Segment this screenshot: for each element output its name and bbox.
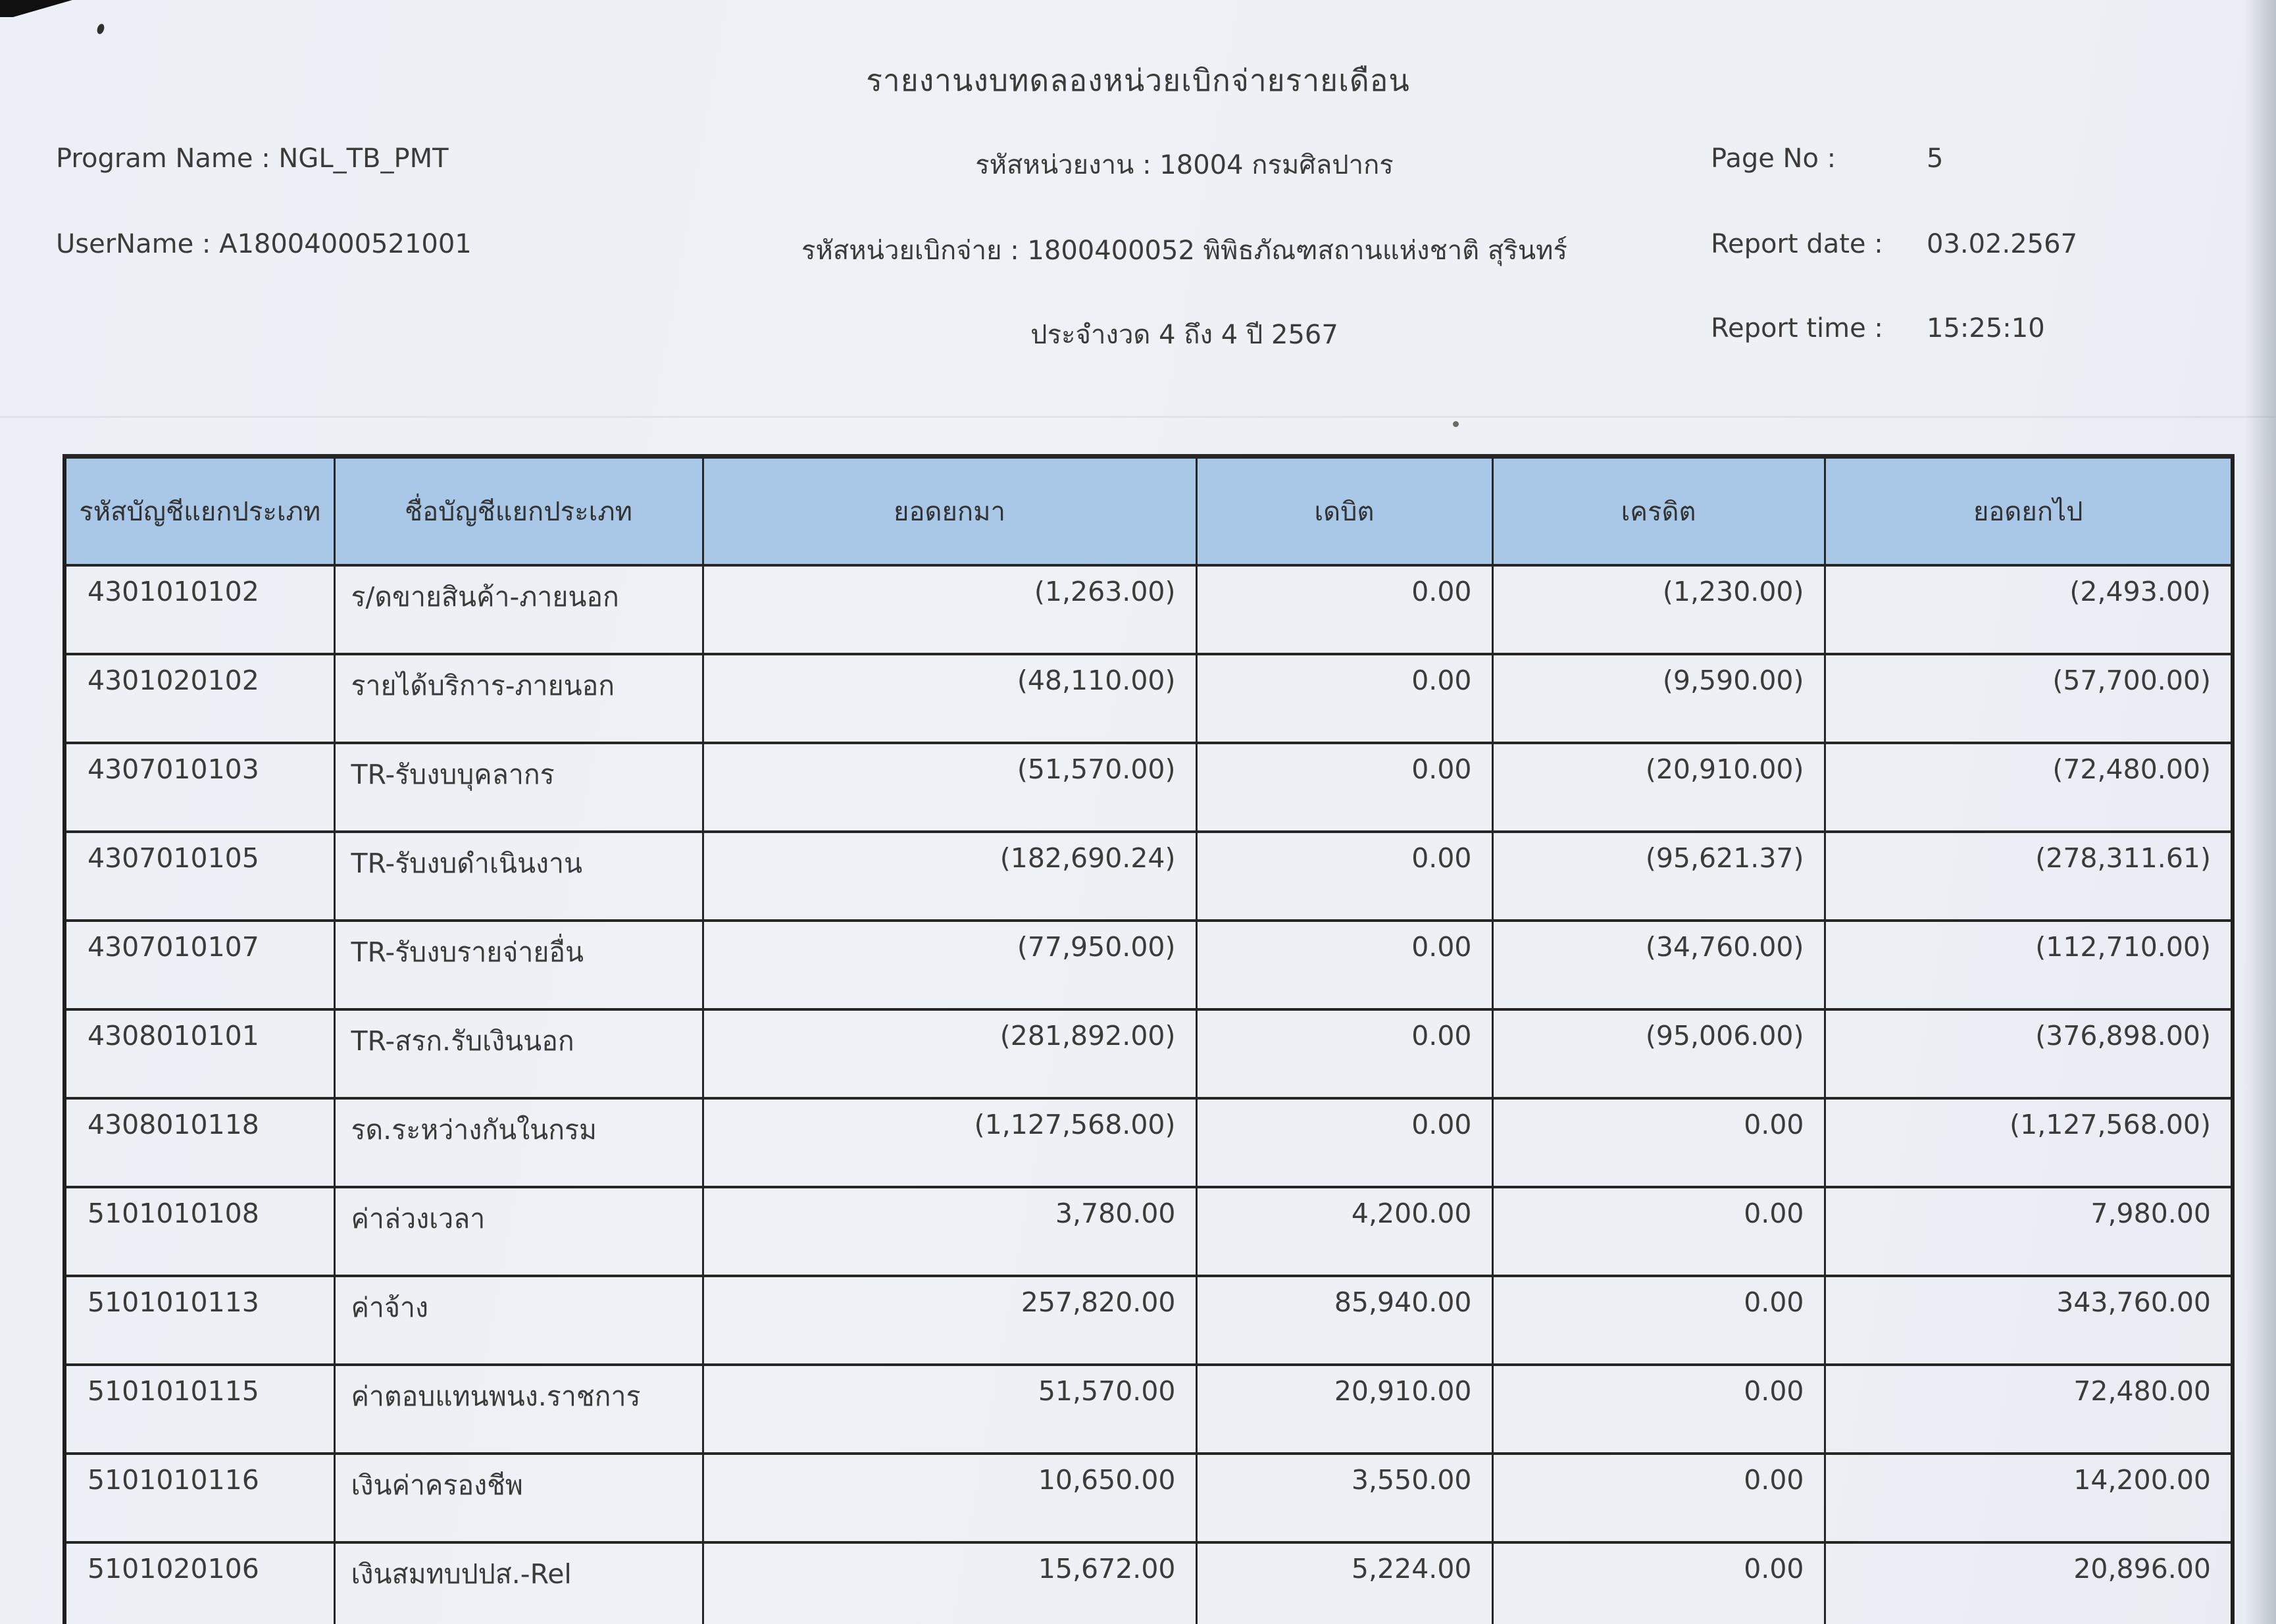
scan-speck xyxy=(96,23,105,35)
ending-balance: 72,480.00 xyxy=(1825,1365,2233,1454)
credit-amount: (1,230.00) xyxy=(1492,565,1825,654)
ending-balance: (72,480.00) xyxy=(1825,743,2233,832)
debit-amount: 20,910.00 xyxy=(1196,1365,1492,1454)
account-name: ค่าจ้าง xyxy=(334,1276,703,1365)
col-header-credit: เครดิต xyxy=(1492,457,1825,566)
ending-balance: 20,896.00 xyxy=(1825,1542,2233,1624)
account-name: TR-สรก.รับเงินนอก xyxy=(334,1009,703,1098)
account-code: 5101010108 xyxy=(64,1187,334,1276)
table-row xyxy=(64,921,2233,1009)
col-header-account-name: ชื่อบัญชีแยกประเภท xyxy=(334,457,703,566)
col-header-account-code: รหัสบัญชีแยกประเภท xyxy=(64,457,334,566)
credit-amount: (20,910.00) xyxy=(1492,743,1825,832)
account-name: รด.ระหว่างกันในกรม xyxy=(334,1098,703,1187)
beginning-balance: (77,950.00) xyxy=(703,921,1196,1009)
account-name: ค่าตอบแทนพนง.ราชการ xyxy=(334,1365,703,1454)
credit-amount: (9,590.00) xyxy=(1492,654,1825,743)
report-date-label: Report date : xyxy=(1711,229,1883,259)
account-code: 4308010101 xyxy=(64,1009,334,1098)
debit-amount: 0.00 xyxy=(1196,1098,1492,1187)
username-label: UserName : xyxy=(56,229,211,259)
ending-balance: (57,700.00) xyxy=(1825,654,2233,743)
scan-crease xyxy=(0,416,2276,418)
ending-balance: (278,311.61) xyxy=(1825,832,2233,921)
beginning-balance: (1,127,568.00) xyxy=(703,1098,1196,1187)
account-code: 5101010115 xyxy=(64,1365,334,1454)
beginning-balance: (51,570.00) xyxy=(703,743,1196,832)
agency-code-line: รหัสหน่วยงาน : 18004 กรมศิลปากร xyxy=(975,150,1394,180)
ending-balance: 7,980.00 xyxy=(1825,1187,2233,1276)
account-name: TR-รับงบรายจ่ายอื่น xyxy=(334,921,703,1009)
col-header-ending-balance: ยอดยกไป xyxy=(1825,457,2233,566)
ending-balance: (112,710.00) xyxy=(1825,921,2233,1009)
account-code: 4307010103 xyxy=(64,743,334,832)
table-row xyxy=(64,1542,2233,1624)
account-name: เงินสมทบปปส.-Rel xyxy=(334,1542,703,1624)
ending-balance: 14,200.00 xyxy=(1825,1454,2233,1542)
ending-balance: (376,898.00) xyxy=(1825,1009,2233,1098)
debit-amount: 0.00 xyxy=(1196,743,1492,832)
credit-amount: 0.00 xyxy=(1492,1542,1825,1624)
account-code: 4307010107 xyxy=(64,921,334,1009)
trial-balance-table xyxy=(63,454,2235,1624)
table-row xyxy=(64,1187,2233,1276)
beginning-balance: (1,263.00) xyxy=(703,565,1196,654)
debit-amount: 0.00 xyxy=(1196,1009,1492,1098)
page-no-value: 5 xyxy=(1927,143,1944,174)
table-row xyxy=(64,1365,2233,1454)
table-row xyxy=(64,565,2233,654)
table-row xyxy=(64,1098,2233,1187)
account-name: TR-รับงบบุคลากร xyxy=(334,743,703,832)
page-no-label: Page No : xyxy=(1711,143,1836,174)
table-row xyxy=(64,654,2233,743)
beginning-balance: (48,110.00) xyxy=(703,654,1196,743)
credit-amount: 0.00 xyxy=(1492,1276,1825,1365)
program-name-value: NGL_TB_PMT xyxy=(278,143,449,174)
debit-amount: 0.00 xyxy=(1196,565,1492,654)
col-header-debit: เดบิต xyxy=(1196,457,1492,566)
account-name: TR-รับงบดำเนินงาน xyxy=(334,832,703,921)
credit-amount: (34,760.00) xyxy=(1492,921,1825,1009)
account-code: 5101020106 xyxy=(64,1542,334,1624)
scan-speck xyxy=(1453,421,1459,427)
debit-amount: 0.00 xyxy=(1196,921,1492,1009)
debit-amount: 0.00 xyxy=(1196,832,1492,921)
col-header-beginning-balance: ยอดยกมา xyxy=(703,457,1196,566)
beginning-balance: 15,672.00 xyxy=(703,1542,1196,1624)
report-time-label: Report time : xyxy=(1711,313,1883,343)
debit-amount: 85,940.00 xyxy=(1196,1276,1492,1365)
report-title: รายงานงบทดลองหน่วยเบิกจ่ายรายเดือน xyxy=(866,63,1410,98)
credit-amount: (95,621.37) xyxy=(1492,832,1825,921)
beginning-balance: 51,570.00 xyxy=(703,1365,1196,1454)
account-code: 4308010118 xyxy=(64,1098,334,1187)
beginning-balance: 3,780.00 xyxy=(703,1187,1196,1276)
program-name-label: Program Name : xyxy=(56,143,270,174)
beginning-balance: 10,650.00 xyxy=(703,1454,1196,1542)
beginning-balance: (281,892.00) xyxy=(703,1009,1196,1098)
report-time-value: 15:25:10 xyxy=(1927,313,2045,343)
report-date-value: 03.02.2567 xyxy=(1927,229,2078,259)
table-row xyxy=(64,743,2233,832)
ending-balance: 343,760.00 xyxy=(1825,1276,2233,1365)
account-name: ร/ดขายสินค้า-ภายนอก xyxy=(334,565,703,654)
account-code: 4301010102 xyxy=(64,565,334,654)
disburse-unit-line: รหัสหน่วยเบิกจ่าย : 1800400052 พิพิธภัณฑสถานแห่งชาติ สุรินทร์ xyxy=(801,236,1567,266)
debit-amount: 5,224.00 xyxy=(1196,1542,1492,1624)
program-name-line xyxy=(56,143,449,174)
credit-amount: (95,006.00) xyxy=(1492,1009,1825,1098)
account-code: 5101010116 xyxy=(64,1454,334,1542)
account-name: รายได้บริการ-ภายนอก xyxy=(334,654,703,743)
table-row xyxy=(64,1454,2233,1542)
account-name: เงินค่าครองชีพ xyxy=(334,1454,703,1542)
username-value: A18004000521001 xyxy=(219,229,472,259)
credit-amount: 0.00 xyxy=(1492,1187,1825,1276)
debit-amount: 4,200.00 xyxy=(1196,1187,1492,1276)
table-row xyxy=(64,1276,2233,1365)
period-line: ประจำงวด 4 ถึง 4 ปี 2567 xyxy=(1030,320,1338,350)
beginning-balance: 257,820.00 xyxy=(703,1276,1196,1365)
ending-balance: (2,493.00) xyxy=(1825,565,2233,654)
account-code: 5101010113 xyxy=(64,1276,334,1365)
beginning-balance: (182,690.24) xyxy=(703,832,1196,921)
account-name: ค่าล่วงเวลา xyxy=(334,1187,703,1276)
credit-amount: 0.00 xyxy=(1492,1365,1825,1454)
account-code: 4307010105 xyxy=(64,832,334,921)
table-row xyxy=(64,832,2233,921)
credit-amount: 0.00 xyxy=(1492,1454,1825,1542)
debit-amount: 0.00 xyxy=(1196,654,1492,743)
ending-balance: (1,127,568.00) xyxy=(1825,1098,2233,1187)
scan-corner-artifact xyxy=(0,0,72,17)
username-line xyxy=(56,229,472,259)
credit-amount: 0.00 xyxy=(1492,1098,1825,1187)
account-code: 4301020102 xyxy=(64,654,334,743)
table-header-row xyxy=(64,457,2233,566)
table-row xyxy=(64,1009,2233,1098)
scan-edge-shadow xyxy=(2244,0,2276,1624)
debit-amount: 3,550.00 xyxy=(1196,1454,1492,1542)
